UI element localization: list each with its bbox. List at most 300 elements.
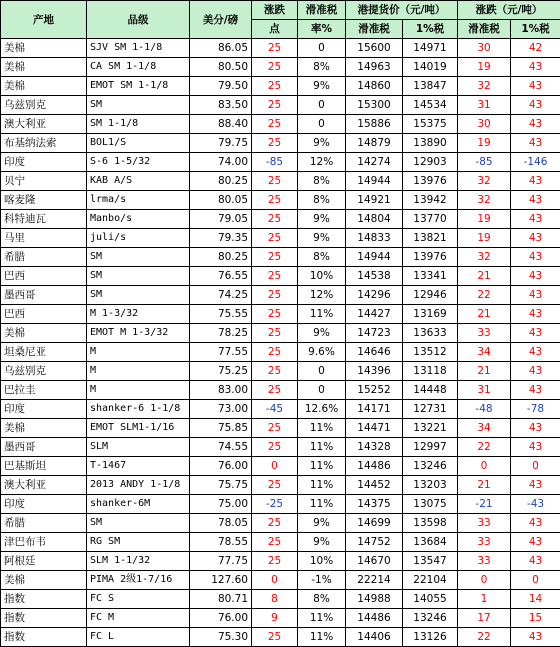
table-row <box>1 476 560 495</box>
cell-grade: M 1-3/32 <box>87 305 190 324</box>
cell-price-usd: 80.05 <box>190 191 252 210</box>
cell-origin: 津巴布韦 <box>1 533 87 552</box>
cell-change-1pct: 43 <box>511 248 560 267</box>
table-row <box>1 58 560 77</box>
cell-change-points: 25 <box>252 229 298 248</box>
cell-price-usd: 79.05 <box>190 210 252 229</box>
cell-change-points: 25 <box>252 362 298 381</box>
cell-change-sliding: -85 <box>458 153 511 172</box>
cell-port-price-1pct: 13633 <box>403 324 458 343</box>
cell-change-points: 25 <box>252 286 298 305</box>
table-row <box>1 115 560 134</box>
cell-origin: 指数 <box>1 590 87 609</box>
cell-price-usd: 78.25 <box>190 324 252 343</box>
table-row <box>1 571 560 590</box>
cell-sliding-tax-rate: 8% <box>298 590 346 609</box>
cell-sliding-tax-rate: 10% <box>298 267 346 286</box>
cell-change-points: -45 <box>252 400 298 419</box>
cell-change-sliding: 22 <box>458 286 511 305</box>
table-row <box>1 77 560 96</box>
table-row <box>1 457 560 476</box>
cell-grade: M <box>87 381 190 400</box>
cell-change-1pct: 43 <box>511 172 560 191</box>
cell-change-1pct: 43 <box>511 343 560 362</box>
cell-change-points: 25 <box>252 438 298 457</box>
table-row <box>1 267 560 286</box>
cell-change-1pct: 15 <box>511 609 560 628</box>
cell-sliding-tax-rate: 9.6% <box>298 343 346 362</box>
cell-grade: SM 1-1/8 <box>87 115 190 134</box>
table-row <box>1 362 560 381</box>
cell-origin: 美棉 <box>1 58 87 77</box>
table-row <box>1 210 560 229</box>
cell-price-usd: 75.25 <box>190 362 252 381</box>
cell-price-usd: 75.85 <box>190 419 252 438</box>
cell-change-sliding: 33 <box>458 533 511 552</box>
cell-port-price-sliding: 14723 <box>346 324 403 343</box>
cell-port-price-sliding: 14538 <box>346 267 403 286</box>
table-row <box>1 305 560 324</box>
cell-port-price-1pct: 13684 <box>403 533 458 552</box>
cell-grade: BOL1/S <box>87 134 190 153</box>
cell-origin: 美棉 <box>1 39 87 58</box>
cell-change-sliding: 32 <box>458 172 511 191</box>
cell-change-sliding: 19 <box>458 229 511 248</box>
cell-change-1pct: 43 <box>511 191 560 210</box>
table-row <box>1 191 560 210</box>
cell-port-price-1pct: 15375 <box>403 115 458 134</box>
cell-change-sliding: 32 <box>458 248 511 267</box>
cell-change-points: -85 <box>252 153 298 172</box>
cell-port-price-1pct: 13169 <box>403 305 458 324</box>
cell-change-1pct: 43 <box>511 96 560 115</box>
cell-change-1pct: 43 <box>511 267 560 286</box>
cell-change-sliding: 19 <box>458 58 511 77</box>
cell-grade: SM <box>87 267 190 286</box>
cell-grade: PIMA 2级1-7/16 <box>87 571 190 590</box>
cell-port-price-1pct: 22104 <box>403 571 458 590</box>
cell-origin: 指数 <box>1 628 87 647</box>
cell-port-price-sliding: 14486 <box>346 609 403 628</box>
cell-price-usd: 74.55 <box>190 438 252 457</box>
cell-sliding-tax-rate: 9% <box>298 77 346 96</box>
cell-sliding-tax-rate: 8% <box>298 58 346 77</box>
cell-change-points: 25 <box>252 514 298 533</box>
cell-grade: FC L <box>87 628 190 647</box>
cell-change-points: 25 <box>252 134 298 153</box>
cell-port-price-sliding: 14752 <box>346 533 403 552</box>
cell-change-points: 25 <box>252 476 298 495</box>
cell-port-price-1pct: 13246 <box>403 609 458 628</box>
header-change-sliding: 滑准税 <box>458 20 511 39</box>
cell-origin: 阿根廷 <box>1 552 87 571</box>
cell-origin: 马里 <box>1 229 87 248</box>
cell-change-points: 0 <box>252 571 298 590</box>
table-row <box>1 324 560 343</box>
cell-sliding-tax-rate: 11% <box>298 609 346 628</box>
table-row <box>1 96 560 115</box>
cell-origin: 希腊 <box>1 514 87 533</box>
cell-port-price-1pct: 13942 <box>403 191 458 210</box>
cell-sliding-tax-rate: 0 <box>298 381 346 400</box>
cell-port-price-sliding: 14396 <box>346 362 403 381</box>
cell-port-price-sliding: 14988 <box>346 590 403 609</box>
cell-change-sliding: 31 <box>458 96 511 115</box>
cell-grade: EMOT SM 1-1/8 <box>87 77 190 96</box>
cell-change-1pct: 43 <box>511 419 560 438</box>
cell-change-1pct: 43 <box>511 476 560 495</box>
cell-change-1pct: 43 <box>511 324 560 343</box>
cell-port-price-sliding: 14921 <box>346 191 403 210</box>
cell-port-price-sliding: 14452 <box>346 476 403 495</box>
cell-price-usd: 74.25 <box>190 286 252 305</box>
cell-change-sliding: 21 <box>458 476 511 495</box>
cell-origin: 澳大利亚 <box>1 115 87 134</box>
cell-sliding-tax-rate: 0 <box>298 115 346 134</box>
cell-change-points: 25 <box>252 248 298 267</box>
table-row <box>1 153 560 172</box>
cell-port-price-sliding: 14860 <box>346 77 403 96</box>
cell-change-1pct: 43 <box>511 229 560 248</box>
cell-grade: M <box>87 343 190 362</box>
cell-change-points: 25 <box>252 628 298 647</box>
table-row <box>1 628 560 647</box>
cell-port-price-sliding: 14646 <box>346 343 403 362</box>
cell-port-price-sliding: 14879 <box>346 134 403 153</box>
cell-port-price-1pct: 13547 <box>403 552 458 571</box>
cell-origin: 巴拉圭 <box>1 381 87 400</box>
cell-origin: 乌兹别克 <box>1 362 87 381</box>
cell-port-price-sliding: 14471 <box>346 419 403 438</box>
table-row <box>1 400 560 419</box>
cell-port-price-1pct: 13512 <box>403 343 458 362</box>
cell-sliding-tax-rate: 0 <box>298 39 346 58</box>
cell-price-usd: 76.00 <box>190 609 252 628</box>
cell-change-sliding: 0 <box>458 457 511 476</box>
cell-grade: Manbo/s <box>87 210 190 229</box>
cell-change-1pct: 43 <box>511 286 560 305</box>
cell-port-price-sliding: 14699 <box>346 514 403 533</box>
header-change-points: 涨跌 <box>252 1 298 20</box>
table-row <box>1 419 560 438</box>
cell-port-price-1pct: 14055 <box>403 590 458 609</box>
cell-port-price-sliding: 14944 <box>346 172 403 191</box>
cell-change-1pct: 0 <box>511 571 560 590</box>
cell-origin: 墨西哥 <box>1 286 87 305</box>
cell-sliding-tax-rate: 12% <box>298 286 346 305</box>
cell-origin: 印度 <box>1 495 87 514</box>
cell-origin: 美棉 <box>1 571 87 590</box>
cell-change-1pct: -78 <box>511 400 560 419</box>
cell-grade: shanker-6 1-1/8 <box>87 400 190 419</box>
cell-grade: SLM 1-1/32 <box>87 552 190 571</box>
cell-origin: 希腊 <box>1 248 87 267</box>
cell-port-price-sliding: 14944 <box>346 248 403 267</box>
table-row <box>1 609 560 628</box>
cell-port-price-1pct: 13976 <box>403 248 458 267</box>
cell-origin: 布基纳法索 <box>1 134 87 153</box>
cell-change-points: 0 <box>252 457 298 476</box>
cell-grade: FC S <box>87 590 190 609</box>
cell-origin: 巴西 <box>1 305 87 324</box>
cell-sliding-tax-rate: 11% <box>298 457 346 476</box>
cell-change-points: 25 <box>252 210 298 229</box>
cell-price-usd: 79.50 <box>190 77 252 96</box>
cell-change-1pct: 43 <box>511 77 560 96</box>
cell-grade: M <box>87 362 190 381</box>
cell-port-price-sliding: 15600 <box>346 39 403 58</box>
cell-port-price-sliding: 14804 <box>346 210 403 229</box>
table-row <box>1 343 560 362</box>
cell-change-1pct: 43 <box>511 514 560 533</box>
cell-origin: 科特迪瓦 <box>1 210 87 229</box>
cell-grade: KAB A/S <box>87 172 190 191</box>
cell-origin: 乌兹别克 <box>1 96 87 115</box>
header-port-sliding: 滑准税 <box>346 20 403 39</box>
cell-price-usd: 74.00 <box>190 153 252 172</box>
cell-change-points: 9 <box>252 609 298 628</box>
cell-port-price-sliding: 14833 <box>346 229 403 248</box>
header-change-1pct: 1%税 <box>511 20 560 39</box>
cell-port-price-sliding: 15252 <box>346 381 403 400</box>
cell-change-1pct: 42 <box>511 39 560 58</box>
cell-port-price-1pct: 13976 <box>403 172 458 191</box>
cell-grade: lrma/s <box>87 191 190 210</box>
table-row <box>1 514 560 533</box>
cell-port-price-sliding: 14171 <box>346 400 403 419</box>
cell-change-points: 25 <box>252 419 298 438</box>
cell-port-price-1pct: 14448 <box>403 381 458 400</box>
cell-sliding-tax-rate: 11% <box>298 438 346 457</box>
cell-sliding-tax-rate: 8% <box>298 191 346 210</box>
cell-price-usd: 86.05 <box>190 39 252 58</box>
cell-price-usd: 77.75 <box>190 552 252 571</box>
cell-change-points: 25 <box>252 58 298 77</box>
cell-price-usd: 80.25 <box>190 248 252 267</box>
cell-sliding-tax-rate: 9% <box>298 210 346 229</box>
cell-sliding-tax-rate: 12% <box>298 153 346 172</box>
cell-change-sliding: 1 <box>458 590 511 609</box>
table-row <box>1 248 560 267</box>
cell-port-price-sliding: 14375 <box>346 495 403 514</box>
cell-sliding-tax-rate: 8% <box>298 172 346 191</box>
table-row <box>1 533 560 552</box>
cell-change-1pct: 43 <box>511 552 560 571</box>
cell-sliding-tax-rate: 11% <box>298 495 346 514</box>
cell-change-sliding: 21 <box>458 267 511 286</box>
header-port-1pct: 1%税 <box>403 20 458 39</box>
cell-change-sliding: 0 <box>458 571 511 590</box>
cell-port-price-1pct: 13118 <box>403 362 458 381</box>
cell-grade: SM <box>87 248 190 267</box>
cell-change-1pct: 14 <box>511 590 560 609</box>
cell-price-usd: 78.05 <box>190 514 252 533</box>
cell-change-points: 25 <box>252 39 298 58</box>
cell-change-sliding: 32 <box>458 77 511 96</box>
cell-price-usd: 79.35 <box>190 229 252 248</box>
cell-price-usd: 80.50 <box>190 58 252 77</box>
cell-port-price-sliding: 22214 <box>346 571 403 590</box>
cell-port-price-sliding: 14274 <box>346 153 403 172</box>
table-row <box>1 286 560 305</box>
cell-change-sliding: 30 <box>458 39 511 58</box>
cell-origin: 美棉 <box>1 77 87 96</box>
table-body <box>1 39 560 647</box>
cell-port-price-1pct: 13598 <box>403 514 458 533</box>
cell-change-1pct: 0 <box>511 457 560 476</box>
cell-change-points: 25 <box>252 381 298 400</box>
cell-price-usd: 73.00 <box>190 400 252 419</box>
cell-port-price-1pct: 12731 <box>403 400 458 419</box>
cell-sliding-tax-rate: 9% <box>298 514 346 533</box>
cell-grade: FC M <box>87 609 190 628</box>
cell-port-price-1pct: 13847 <box>403 77 458 96</box>
table-row <box>1 381 560 400</box>
cell-change-sliding: 32 <box>458 191 511 210</box>
cell-port-price-sliding: 14296 <box>346 286 403 305</box>
cell-port-price-sliding: 14427 <box>346 305 403 324</box>
cell-change-sliding: 22 <box>458 628 511 647</box>
cell-grade: T-1467 <box>87 457 190 476</box>
cell-change-sliding: 19 <box>458 210 511 229</box>
cell-sliding-tax-rate: 9% <box>298 229 346 248</box>
cell-change-1pct: 43 <box>511 210 560 229</box>
cell-port-price-sliding: 15886 <box>346 115 403 134</box>
cell-grade: EMOT M 1-3/32 <box>87 324 190 343</box>
cell-grade: SM <box>87 96 190 115</box>
cell-sliding-tax-rate: 12.6% <box>298 400 346 419</box>
cell-price-usd: 88.40 <box>190 115 252 134</box>
cell-origin: 印度 <box>1 153 87 172</box>
cell-sliding-tax-rate: 0 <box>298 362 346 381</box>
header-origin: 产地 <box>1 1 87 39</box>
cell-origin: 美棉 <box>1 419 87 438</box>
header-change-points-unit: 点 <box>252 20 298 39</box>
header-port-price: 港提货价（元/吨） <box>346 1 458 20</box>
cell-sliding-tax-rate: 11% <box>298 305 346 324</box>
cell-port-price-sliding: 14670 <box>346 552 403 571</box>
cell-change-sliding: 31 <box>458 381 511 400</box>
cell-sliding-tax-rate: 8% <box>298 248 346 267</box>
cell-change-1pct: 43 <box>511 134 560 153</box>
header-grade: 品级 <box>87 1 190 39</box>
cell-price-usd: 80.25 <box>190 172 252 191</box>
cell-port-price-sliding: 14406 <box>346 628 403 647</box>
cell-grade: 2013 ANDY 1-1/8 <box>87 476 190 495</box>
cell-change-sliding: 30 <box>458 115 511 134</box>
cell-price-usd: 77.55 <box>190 343 252 362</box>
cell-change-sliding: 17 <box>458 609 511 628</box>
cell-sliding-tax-rate: 11% <box>298 476 346 495</box>
cell-price-usd: 75.55 <box>190 305 252 324</box>
cell-port-price-1pct: 12903 <box>403 153 458 172</box>
table-row <box>1 590 560 609</box>
cell-change-1pct: -43 <box>511 495 560 514</box>
cell-port-price-1pct: 14534 <box>403 96 458 115</box>
table-row <box>1 552 560 571</box>
cell-port-price-1pct: 13890 <box>403 134 458 153</box>
cell-origin: 坦桑尼亚 <box>1 343 87 362</box>
cell-change-sliding: -48 <box>458 400 511 419</box>
cell-change-1pct: 43 <box>511 115 560 134</box>
cell-port-price-1pct: 13221 <box>403 419 458 438</box>
cell-grade: SJV SM 1-1/8 <box>87 39 190 58</box>
cell-price-usd: 78.55 <box>190 533 252 552</box>
header-price-usd: 美分/磅 <box>190 1 252 39</box>
cell-sliding-tax-rate: 11% <box>298 628 346 647</box>
cell-change-points: 25 <box>252 115 298 134</box>
cell-price-usd: 76.55 <box>190 267 252 286</box>
cell-sliding-tax-rate: 9% <box>298 134 346 153</box>
table-row <box>1 438 560 457</box>
cell-change-points: 25 <box>252 343 298 362</box>
cell-price-usd: 79.75 <box>190 134 252 153</box>
cell-change-1pct: 43 <box>511 533 560 552</box>
cell-port-price-1pct: 13203 <box>403 476 458 495</box>
cell-change-sliding: 33 <box>458 552 511 571</box>
cell-port-price-1pct: 13770 <box>403 210 458 229</box>
cell-change-1pct: 43 <box>511 305 560 324</box>
table-row <box>1 172 560 191</box>
cell-sliding-tax-rate: 10% <box>298 552 346 571</box>
cell-change-1pct: 43 <box>511 628 560 647</box>
cell-change-sliding: 33 <box>458 324 511 343</box>
table-row <box>1 495 560 514</box>
cell-sliding-tax-rate: -1% <box>298 571 346 590</box>
cell-grade: EMOT SLM1-1/16 <box>87 419 190 438</box>
cell-change-sliding: 34 <box>458 343 511 362</box>
cell-change-points: 25 <box>252 96 298 115</box>
cell-port-price-1pct: 13341 <box>403 267 458 286</box>
cell-sliding-tax-rate: 9% <box>298 533 346 552</box>
cell-change-1pct: 43 <box>511 362 560 381</box>
cell-price-usd: 75.00 <box>190 495 252 514</box>
cell-sliding-tax-rate: 11% <box>298 419 346 438</box>
cell-origin: 指数 <box>1 609 87 628</box>
cell-change-1pct: 43 <box>511 58 560 77</box>
cell-change-points: 8 <box>252 590 298 609</box>
cell-grade: SM <box>87 514 190 533</box>
cell-change-1pct: 43 <box>511 381 560 400</box>
cell-change-points: 25 <box>252 324 298 343</box>
cell-grade: CA SM 1-1/8 <box>87 58 190 77</box>
cell-grade: SLM <box>87 438 190 457</box>
cell-grade: shanker-6M <box>87 495 190 514</box>
cell-change-sliding: 21 <box>458 305 511 324</box>
cell-change-points: 25 <box>252 77 298 96</box>
cell-origin: 美棉 <box>1 324 87 343</box>
cell-change-sliding: 34 <box>458 419 511 438</box>
cell-change-points: 25 <box>252 305 298 324</box>
cell-change-points: 25 <box>252 267 298 286</box>
cell-origin: 喀麦隆 <box>1 191 87 210</box>
cell-change-sliding: -21 <box>458 495 511 514</box>
cell-change-points: 25 <box>252 172 298 191</box>
cell-change-sliding: 22 <box>458 438 511 457</box>
cell-grade: juli/s <box>87 229 190 248</box>
cell-port-price-1pct: 12997 <box>403 438 458 457</box>
cell-price-usd: 83.50 <box>190 96 252 115</box>
cell-change-points: 25 <box>252 533 298 552</box>
cell-change-points: -25 <box>252 495 298 514</box>
table-row <box>1 134 560 153</box>
cell-grade: RG SM <box>87 533 190 552</box>
cell-sliding-tax-rate: 0 <box>298 96 346 115</box>
header-sliding-tax-rate-unit: 率% <box>298 20 346 39</box>
cell-port-price-1pct: 12946 <box>403 286 458 305</box>
table-row <box>1 39 560 58</box>
cell-price-usd: 75.75 <box>190 476 252 495</box>
